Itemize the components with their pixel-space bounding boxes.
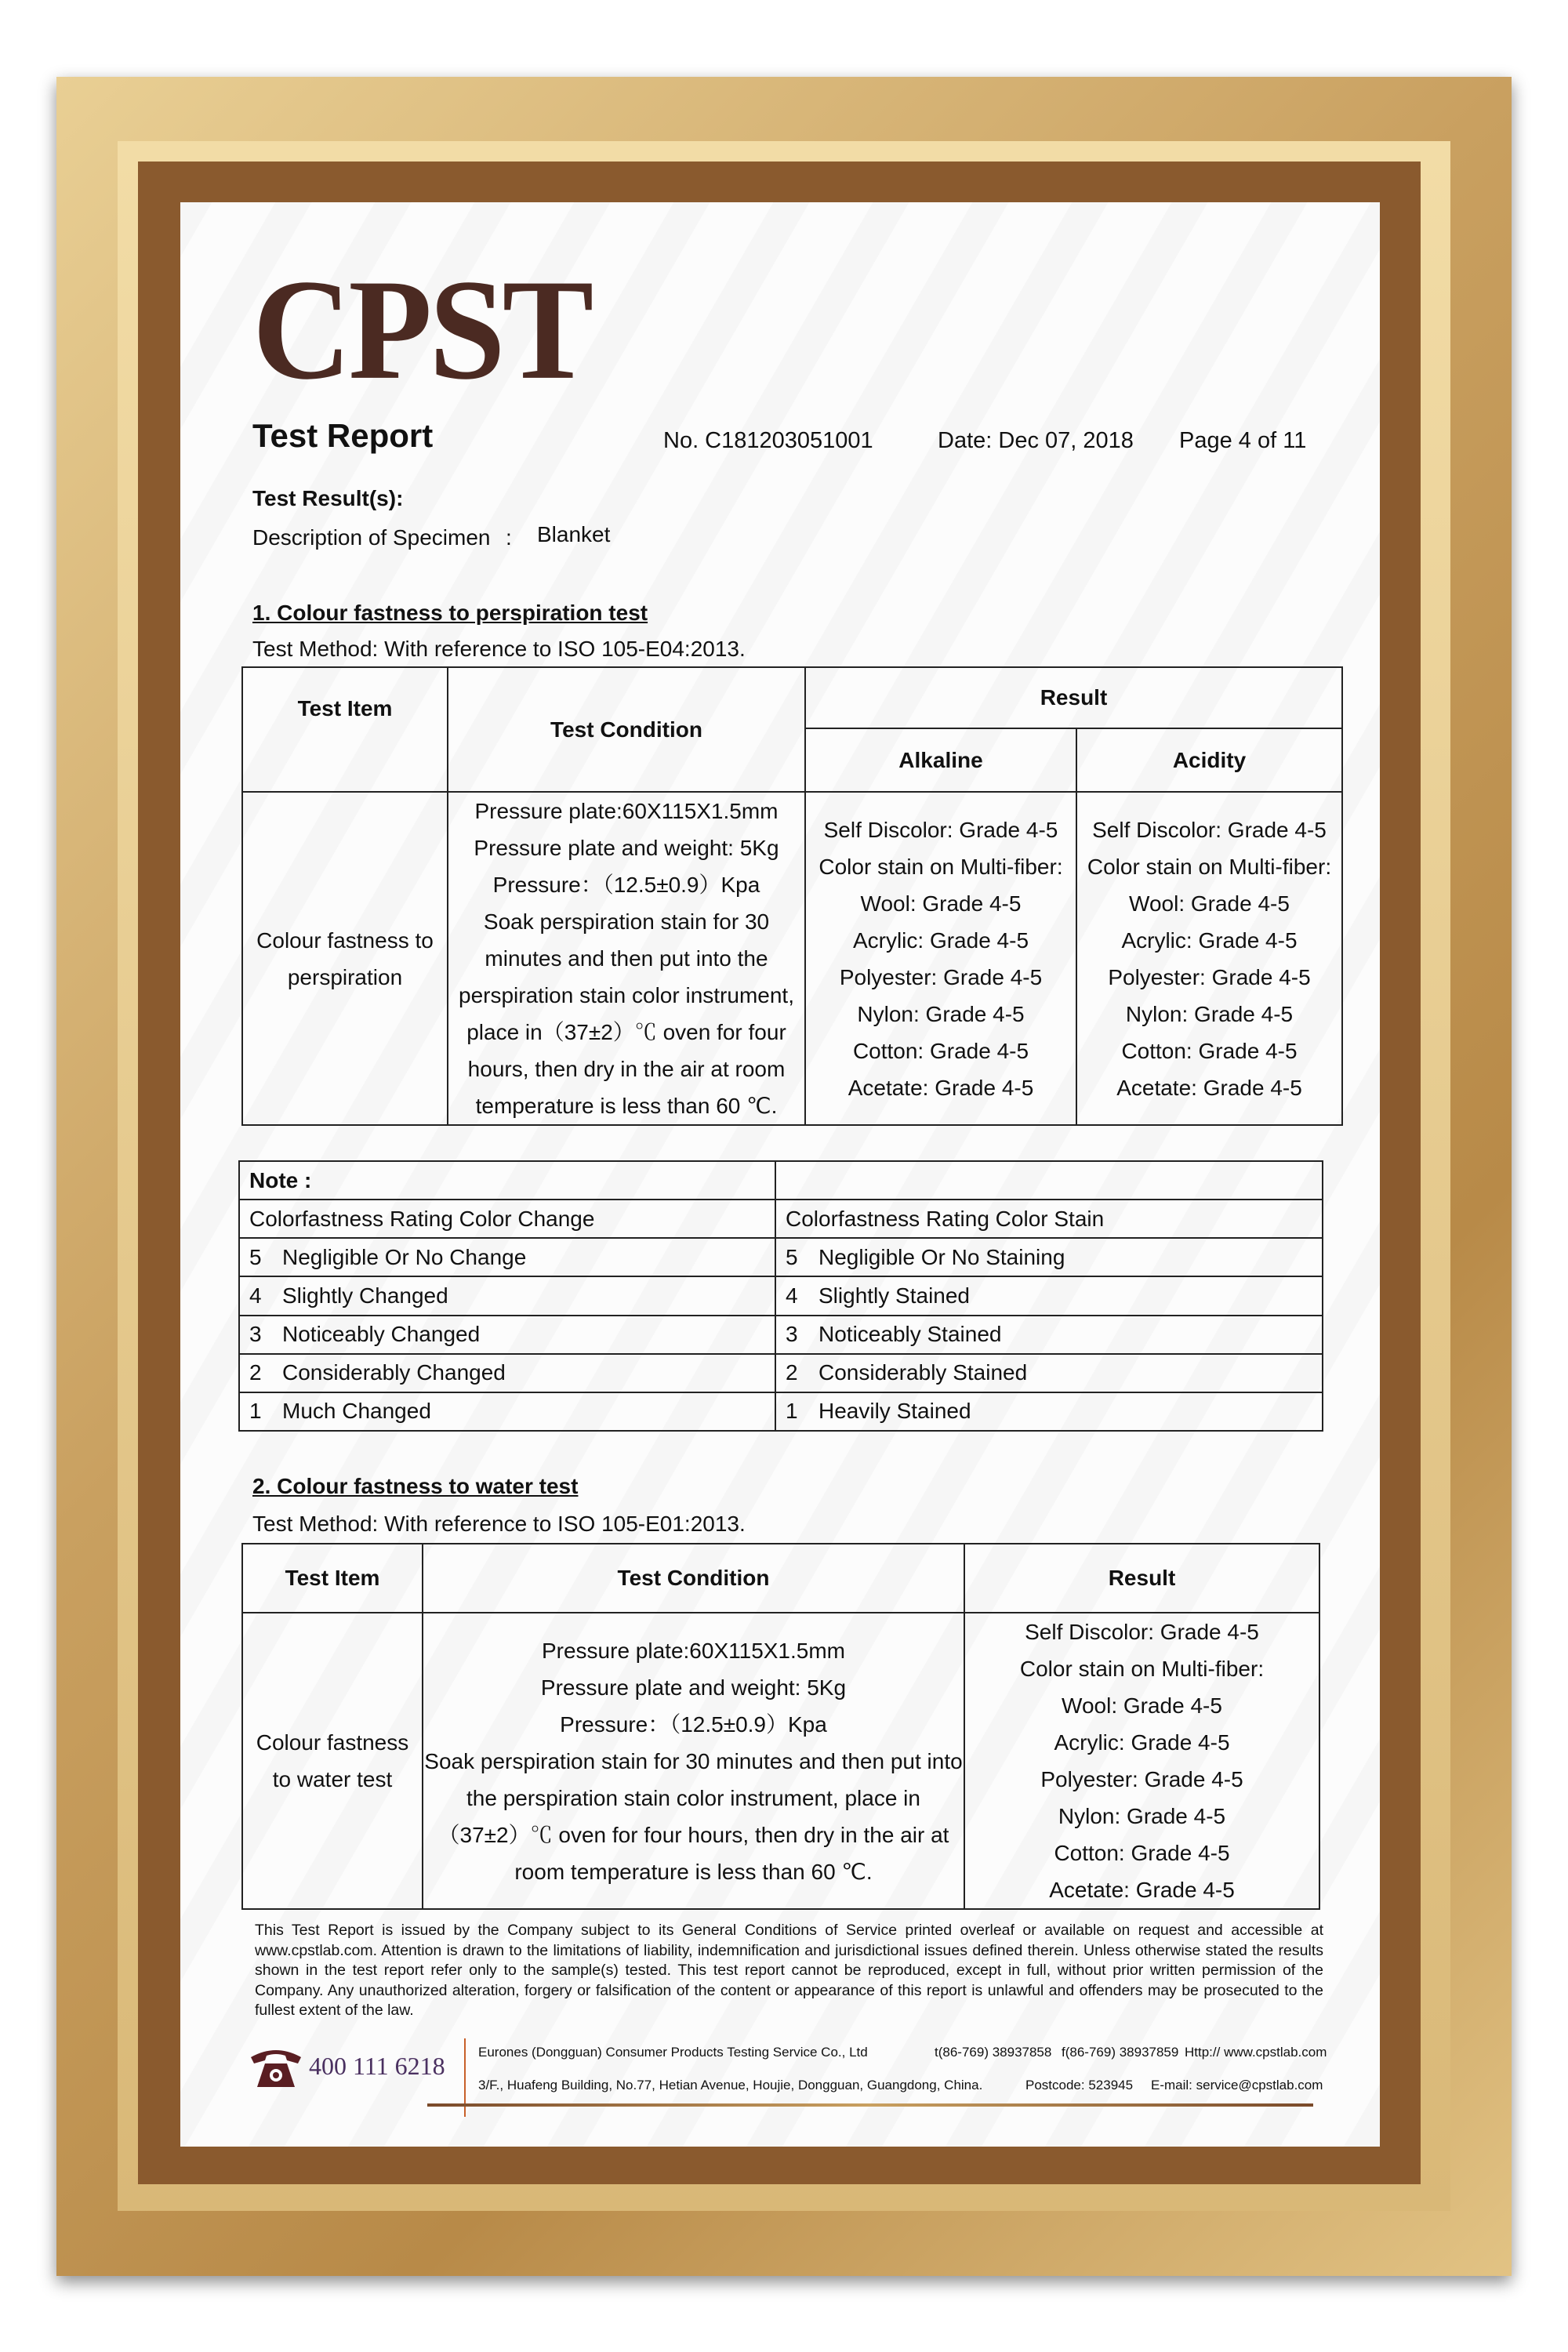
page-number: Page 4 of 11 [1179,428,1307,453]
stain-desc: Negligible Or No Staining [818,1244,1065,1269]
disclaimer: This Test Report is issued by the Company subject to its General Conditions of Service printed overleaf or available on request and accessible at www.cpstlab.com. Attention is drawn to the limitations of liability, indemnification and jurisdictional issues defined therein. Unless otherwise stated the results shown in the test report refer only to the sample(s) tested. This test report cannot be reproduced, except in full, without prior written permission of the Company. Any unauthorized alteration, forgery or falsification of the content or appearance of this report is unlawful and offenders may be prosecuted to the fullest extent of the law. [255,1922,1323,2019]
result-line: Nylon: Grade 4-5 [1058,1804,1226,1828]
result-line: Acrylic: Grade 4-5 [852,927,1029,953]
result-line: Cotton: Grade 4-5 [852,1038,1029,1063]
result-line: Self Discolor: Grade 4-5 [823,817,1058,842]
condition-line: place in（37±2）℃ oven for four [466,1020,786,1044]
result-line: Wool: Grade 4-5 [1129,891,1290,916]
footer-postcode: Postcode: 523945 [1025,2078,1134,2092]
note-table [238,1160,1323,1432]
note-label: Note : [239,1161,775,1200]
hotline-number: 400 111 6218 [309,2052,445,2080]
stain-desc: Considerably Stained [818,1360,1028,1385]
item-line: to water test [272,1767,393,1791]
grade: 3 [786,1322,798,1347]
header-test-item: Test Item [242,1544,423,1613]
result-line: Cotton: Grade 4-5 [1121,1038,1298,1063]
grade: 2 [786,1360,798,1385]
results-label: Test Result(s): [252,486,404,510]
result-line: Self Discolor: Grade 4-5 [1092,817,1327,842]
condition-line: Pressure：（12.5±0.9）Kpa [560,1711,827,1737]
change-desc: Slightly Changed [282,1283,448,1308]
header-result: Result [805,667,1342,728]
result-cell [964,1613,1319,1909]
result-line: Polyester: Grade 4-5 [839,964,1043,989]
cpst-logo: CPST [252,249,591,409]
header-test-condition: Test Condition [423,1544,964,1613]
header-test-condition: Test Condition [448,667,805,792]
condition-line: Pressure plate and weight: 5Kg [540,1675,847,1700]
grade: 3 [249,1322,262,1347]
page-title: Test Report [252,417,434,454]
grade: 5 [786,1244,798,1269]
condition-line: Pressure plate:60X115X1.5mm [541,1638,846,1663]
specimen-label: Description of Specimen [252,525,491,550]
change-desc: Much Changed [282,1399,431,1424]
condition-line: Pressure plate:60X115X1.5mm [474,799,779,823]
condition-line: temperature is less than 60 ℃. [475,1094,778,1118]
stain-desc: Slightly Stained [818,1283,971,1308]
footer-email: E-mail: service@cpstlab.com [1151,2078,1323,2092]
note-row [239,1238,1323,1276]
result-line: Nylon: Grade 4-5 [1125,1001,1294,1026]
condition-line: Pressure plate and weight: 5Kg [474,836,779,860]
note-empty-cell [775,1161,1323,1200]
footer-tel: t(86-769) 38937858 [935,2045,1052,2060]
condition-line: the perspiration stain color instrument, place in [466,1785,920,1810]
telephone-icon [249,2046,303,2090]
condition-line: Soak perspiration stain for 30 [483,909,770,934]
condition-line: Soak perspiration stain for 30 minutes and then put into [424,1748,963,1773]
result-line: Color stain on Multi-fiber: [1019,1657,1265,1681]
company-name: Eurones (Dongguan) Consumer Products Testing Service Co., Ltd [478,2045,868,2060]
perspiration-table [241,666,1343,1126]
color-stain-header: Colorfastness Rating Color Stain [775,1200,1323,1238]
item-line: perspiration [287,964,403,989]
result-line: Self Discolor: Grade 4-5 [1025,1620,1259,1644]
condition-line: （37±2）℃ oven for four hours, then dry in the air at [437,1822,949,1847]
note-row [239,1316,1323,1354]
result-line: Polyester: Grade 4-5 [1040,1767,1243,1791]
header-result: Result [964,1544,1319,1613]
grade: 4 [786,1283,798,1308]
section1-method: Test Method: With reference to ISO 105-E04:2013. [252,637,746,661]
change-desc: Considerably Changed [282,1360,506,1385]
change-desc: Negligible Or No Change [282,1244,527,1269]
result-line: Color stain on Multi-fiber: [1087,854,1332,879]
section1-title: 1. Colour fastness to perspiration test [252,601,648,625]
grade: 4 [249,1283,262,1308]
report-date: Date: Dec 07, 2018 [938,428,1134,453]
condition-line: hours, then dry in the air at room [467,1057,786,1081]
result-line: Polyester: Grade 4-5 [1108,964,1311,989]
result-line: Wool: Grade 4-5 [1062,1693,1222,1718]
condition-line: perspiration stain color instrument, [459,983,794,1007]
result-line: Nylon: Grade 4-5 [857,1001,1025,1026]
result-line: Acetate: Grade 4-5 [1049,1878,1235,1902]
grade: 5 [249,1244,262,1269]
footer-fax: f(86-769) 38937859 [1062,2045,1179,2060]
specimen-value: Blanket [537,522,611,546]
item-line: Colour fastness to [256,927,434,953]
change-desc: Noticeably Changed [282,1322,481,1347]
acidity-result-cell [1076,792,1342,1125]
footer-rule [427,2103,1313,2107]
section2-method: Test Method: With reference to ISO 105-E01:2013. [252,1512,746,1536]
stain-desc: Heavily Stained [818,1399,971,1424]
result-line: Color stain on Multi-fiber: [818,854,1063,879]
specimen-colon: : [506,525,512,550]
stain-desc: Noticeably Stained [818,1322,1002,1347]
footer-address: 3/F., Huafeng Building, No.77, Hetian Avenue, Houjie, Dongguan, Guangdong, China. [478,2078,983,2092]
result-line: Acetate: Grade 4-5 [1116,1075,1302,1100]
condition-line: minutes and then put into the [485,946,768,971]
header-test-item: Test Item [242,667,448,792]
color-change-header: Colorfastness Rating Color Change [239,1200,775,1238]
header-acidity: Acidity [1076,728,1342,792]
note-row [239,1392,1323,1431]
grade: 1 [786,1399,798,1424]
water-table [241,1543,1320,1910]
test-condition-cell [448,792,805,1125]
result-line: Acrylic: Grade 4-5 [1121,927,1298,953]
item-line: Colour fastness [256,1730,409,1755]
section2-title: 2. Colour fastness to water test [252,1474,579,1498]
result-line: Acrylic: Grade 4-5 [1054,1730,1230,1755]
test-item-cell [242,792,448,1125]
condition-line: Pressure：（12.5±0.9）Kpa [492,873,760,897]
test-condition-cell [423,1613,964,1909]
report-number: No. C181203051001 [663,428,873,453]
grade: 1 [249,1399,262,1424]
alkaline-result-cell [805,792,1076,1125]
header-alkaline: Alkaline [805,728,1076,792]
footer-website: Http:// www.cpstlab.com [1185,2045,1327,2060]
result-line: Wool: Grade 4-5 [860,891,1022,916]
test-item-cell [242,1613,423,1909]
note-row [239,1354,1323,1392]
note-row [239,1276,1323,1315]
result-line: Cotton: Grade 4-5 [1054,1841,1230,1865]
result-line: Acetate: Grade 4-5 [848,1075,1034,1100]
condition-line: room temperature is less than 60 ℃. [514,1859,873,1884]
grade: 2 [249,1360,262,1385]
